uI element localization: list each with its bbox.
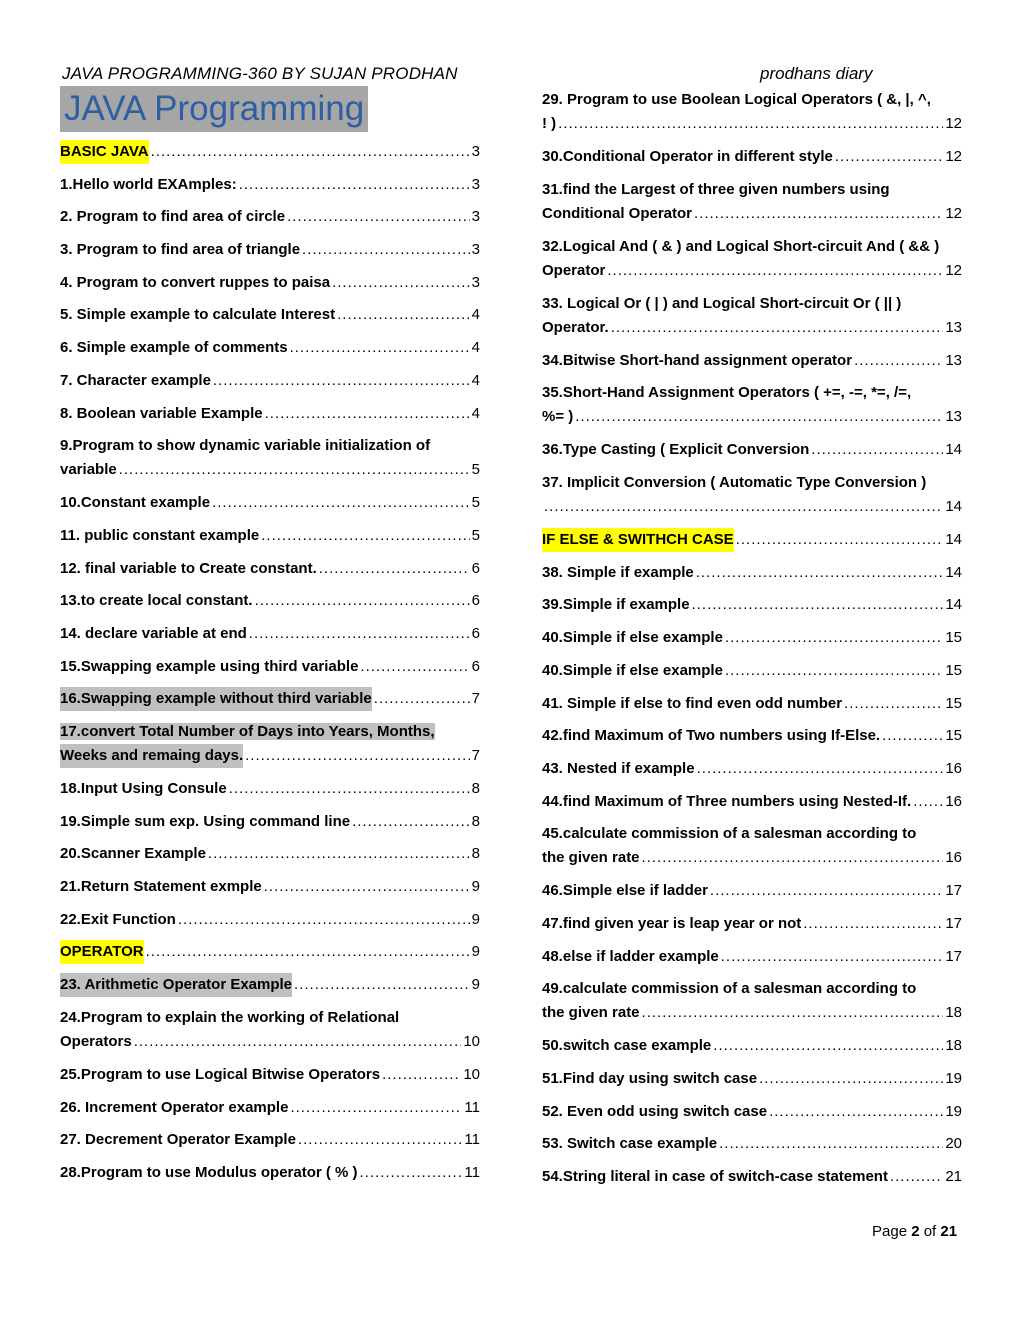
toc-entry-title-cont: variable: [60, 461, 117, 479]
toc-entry[interactable]: [60, 303, 480, 336]
toc-entry-title: 26. Increment Operator example: [60, 1098, 289, 1116]
toc-page-number: 8: [471, 812, 480, 830]
toc-entry[interactable]: [542, 945, 962, 978]
dot-leader: [352, 810, 470, 834]
toc-page-number: 6: [471, 657, 480, 675]
toc-entry-title: 36.Type Casting ( Explicit Conversion: [542, 441, 810, 459]
toc-entry[interactable]: [542, 349, 962, 382]
dot-leader: [245, 744, 470, 768]
toc-entry-title: 37. Implicit Conversion ( Automatic Type Conversion ): [542, 474, 927, 492]
toc-entry[interactable]: [542, 1132, 962, 1165]
dot-leader: [208, 842, 470, 866]
toc-entry-title: 2. Program to find area of circle: [60, 208, 286, 226]
toc-entry[interactable]: [542, 1165, 962, 1198]
toc-page-number: 3: [471, 241, 480, 259]
toc-entry-title: 15.Swapping example using third variable: [60, 657, 359, 675]
toc-entry[interactable]: [542, 912, 962, 945]
toc-entry-title: IF ELSE & SWITHCH CASE: [542, 528, 734, 552]
toc-page-number: 19: [945, 1070, 962, 1087]
toc-entry-title: 34.Bitwise Short-hand assignment operator: [542, 351, 853, 369]
toc-entry[interactable]: [542, 292, 962, 349]
header-author-diary: prodhans diary: [760, 64, 873, 83]
dot-leader: [134, 1030, 462, 1054]
toc-page-number: 18: [945, 1037, 962, 1055]
toc-page-number: 5: [471, 461, 480, 479]
toc-entry-title: 17.convert Total Number of Days into Years, Months,: [60, 723, 435, 740]
header-document-title: JAVA PROGRAMMING-360 BY SUJAN PRODHAN: [62, 64, 458, 83]
dot-leader: [913, 790, 943, 814]
toc-entry-title: 7. Character example: [60, 371, 211, 389]
toc-entry-title: 8. Boolean variable Example: [60, 404, 263, 422]
dot-leader: [803, 912, 943, 936]
toc-entry[interactable]: [60, 173, 480, 206]
toc-entry-title: 9.Program to show dynamic variable initialization of: [60, 437, 431, 455]
toc-page-number: 17: [945, 882, 962, 900]
toc-page-number: 4: [471, 404, 480, 422]
toc-entry-title: 44.find Maximum of Three numbers using Nested-If.: [542, 792, 912, 810]
toc-entry[interactable]: [60, 205, 480, 238]
toc-page-number: 5: [471, 526, 480, 544]
toc-page-number: 21: [945, 1168, 962, 1186]
toc-entry[interactable]: [60, 557, 480, 590]
toc-entry-title: 32.Logical And ( & ) and Logical Short-circuit And ( && ): [542, 237, 940, 255]
toc-page-number: 12: [945, 261, 962, 279]
toc-entry[interactable]: [60, 369, 480, 402]
toc-entry-title: 13.to create local constant.: [60, 592, 253, 610]
dot-leader: [725, 626, 943, 650]
toc-entry-title: 20.Scanner Example: [60, 845, 206, 863]
toc-entry[interactable]: [542, 438, 962, 471]
dot-leader: [719, 1132, 943, 1156]
dot-leader: [725, 659, 943, 683]
toc-entry-title-cont: %= ): [542, 408, 574, 426]
toc-entry-title: 1.Hello world EXAmples:: [60, 175, 237, 193]
toc-entry-title: 16.Swapping example without third variable: [60, 687, 372, 711]
dot-leader: [811, 438, 943, 462]
toc-page-number: 4: [471, 371, 480, 389]
dot-leader: [575, 405, 943, 429]
toc-page-number: 20: [945, 1135, 962, 1153]
dot-leader: [721, 945, 944, 969]
page-number: Page 2 of 21: [872, 1223, 958, 1240]
toc-entry[interactable]: [60, 973, 480, 1006]
toc-entry[interactable]: [60, 1128, 480, 1161]
toc-entry[interactable]: [542, 822, 962, 879]
dot-leader: [332, 271, 470, 295]
toc-entry[interactable]: [60, 336, 480, 369]
dot-leader: [736, 528, 944, 552]
dot-leader: [607, 259, 943, 283]
dot-leader: [374, 687, 470, 711]
toc-page-number: 13: [945, 318, 962, 336]
toc-page-number: 11: [464, 1131, 480, 1149]
toc-entry[interactable]: [60, 491, 480, 524]
toc-entry[interactable]: [542, 692, 962, 725]
toc-entry[interactable]: [542, 1067, 962, 1100]
dot-leader: [544, 495, 943, 519]
dot-leader: [642, 1001, 944, 1025]
page-title: JAVA Programming: [60, 86, 368, 132]
toc-page-number: 16: [945, 759, 962, 777]
toc-entry-title: 6. Simple example of comments: [60, 339, 288, 357]
dot-leader: [337, 303, 470, 327]
toc-entry-title: 41. Simple if else to find even odd number: [542, 694, 843, 712]
toc-page-number: 13: [945, 351, 962, 369]
toc-entry-title: 14. declare variable at end: [60, 624, 247, 642]
dot-leader: [882, 724, 943, 748]
toc-entry[interactable]: [60, 1161, 480, 1194]
toc-entry-title-cont: ! ): [542, 115, 557, 132]
toc-entry[interactable]: [60, 402, 480, 435]
toc-entry[interactable]: [60, 524, 480, 557]
toc-entry-title: BASIC JAVA: [60, 140, 149, 164]
toc-entry[interactable]: [542, 977, 962, 1034]
dot-leader: [697, 757, 944, 781]
toc-entry-title-cont: Weeks and remaing days.: [60, 744, 243, 768]
toc-entry[interactable]: [542, 1100, 962, 1133]
toc-page-number: 5: [471, 494, 480, 512]
dot-leader: [239, 173, 470, 197]
dot-leader: [294, 973, 470, 997]
toc-page-number: 15: [945, 727, 962, 745]
toc-entry[interactable]: [542, 528, 962, 561]
toc-entry-title: 4. Program to convert ruppes to paisa: [60, 273, 331, 291]
dot-leader: [178, 908, 470, 932]
dot-leader: [261, 524, 469, 548]
toc-entry-title: 29. Program to use Boolean Logical Operators ( &, |, ^,: [542, 91, 931, 108]
toc-entry[interactable]: [542, 88, 962, 145]
toc-page-number: 12: [945, 204, 962, 222]
toc-page-number: 13: [945, 408, 962, 426]
toc-entry[interactable]: [60, 271, 480, 304]
toc-entry-title-cont: the given rate: [542, 849, 640, 867]
toc-entry[interactable]: [60, 1006, 480, 1063]
toc-page-number: 8: [471, 780, 480, 797]
toc-entry[interactable]: [542, 626, 962, 659]
dot-leader: [854, 349, 943, 373]
toc-entry-title: 46.Simple else if ladder: [542, 882, 708, 900]
toc-page-number: 3: [471, 143, 480, 160]
dot-leader: [265, 402, 470, 426]
dot-leader: [360, 655, 469, 679]
dot-leader: [382, 1063, 461, 1087]
dot-leader: [696, 561, 944, 585]
dot-leader: [298, 1128, 462, 1152]
toc-entry-title: 30.Conditional Operator in different style: [542, 148, 833, 165]
toc-page-number: 9: [471, 878, 480, 896]
toc-entry[interactable]: [60, 589, 480, 622]
toc-entry-title: 50.switch case example: [542, 1037, 712, 1055]
toc-entry-title: 28.Program to use Modulus operator ( % ): [60, 1163, 358, 1181]
toc-entry-title: 43. Nested if example: [542, 759, 695, 777]
toc-page-number: 14: [945, 563, 962, 581]
dot-leader: [302, 238, 470, 262]
dot-leader: [151, 140, 470, 164]
dot-leader: [759, 1067, 943, 1091]
toc-entry[interactable]: [60, 720, 480, 777]
toc-page-number: 3: [471, 175, 480, 193]
dot-leader: [146, 940, 470, 964]
toc-entry-title: 48.else if ladder example: [542, 947, 719, 965]
toc-entry[interactable]: [542, 471, 962, 528]
toc-entry-title: 49.calculate commission of a salesman according to: [542, 980, 917, 998]
toc-page-number: 17: [945, 914, 962, 932]
toc-entry-title-cont: Operator.: [542, 318, 609, 336]
toc-page-number: 16: [945, 792, 962, 810]
toc-entry[interactable]: [542, 235, 962, 292]
dot-leader: [642, 846, 944, 870]
toc-entry-title: OPERATOR: [60, 940, 144, 964]
toc-page-number: 7: [471, 747, 480, 764]
toc-entry[interactable]: [60, 842, 480, 875]
toc-page-number: 4: [471, 306, 480, 324]
toc-page-number: 18: [945, 1004, 962, 1022]
dot-leader: [890, 1165, 943, 1189]
toc-entry[interactable]: [542, 145, 962, 178]
dot-leader: [249, 622, 470, 646]
dot-leader: [710, 879, 943, 903]
toc-page-number: 6: [471, 592, 480, 610]
toc-page-number: 7: [471, 690, 480, 708]
dot-leader: [119, 458, 470, 482]
toc-entry-title: 27. Decrement Operator Example: [60, 1131, 296, 1149]
toc-page-number: 10: [463, 1065, 480, 1083]
toc-page-number: 12: [945, 148, 962, 165]
toc-entry-title: 53. Switch case example: [542, 1135, 718, 1153]
toc-entry[interactable]: [60, 434, 480, 491]
dot-leader: [264, 875, 470, 899]
toc-entry-title: 5. Simple example to calculate Interest: [60, 306, 336, 324]
toc-page-number: 9: [471, 910, 480, 928]
dot-leader: [287, 205, 470, 229]
toc-page-number: 15: [945, 694, 962, 712]
dot-leader: [360, 1161, 463, 1185]
toc-page-number: 10: [463, 1032, 480, 1050]
toc-entry[interactable]: [542, 659, 962, 692]
toc-entry[interactable]: [542, 178, 962, 235]
toc-column-left: [60, 140, 480, 1194]
toc-page-number: 3: [471, 208, 480, 226]
dot-leader: [229, 777, 470, 801]
toc-entry-title: 35.Short-Hand Assignment Operators ( +=, -=, *=, /=,: [542, 384, 912, 402]
toc-entry-title: 3. Program to find area of triangle: [60, 241, 301, 259]
toc-page-number: 15: [945, 661, 962, 679]
toc-entry-title: 51.Find day using switch case: [542, 1070, 758, 1087]
toc-page-number: 12: [945, 115, 962, 132]
toc-entry-title: 39.Simple if example: [542, 596, 690, 614]
toc-entry[interactable]: [60, 1063, 480, 1096]
toc-entry-title: 18.Input Using Consule: [60, 780, 227, 797]
toc-entry[interactable]: [60, 810, 480, 843]
dot-leader: [213, 369, 470, 393]
toc-entry-title: 33. Logical Or ( | ) and Logical Short-circuit Or ( || ): [542, 294, 902, 312]
toc-entry-title: 21.Return Statement exmple: [60, 878, 262, 896]
toc-entry-title-cont: the given rate: [542, 1004, 640, 1022]
toc-entry-title: 54.String literal in case of switch-case statement: [542, 1168, 888, 1186]
toc-entry[interactable]: [60, 687, 480, 720]
toc-entry[interactable]: [542, 757, 962, 790]
toc-entry-title: 40.Simple if else example: [542, 661, 723, 679]
toc-page-number: 14: [945, 441, 962, 459]
toc-entry-title-cont: Conditional Operator: [542, 204, 692, 222]
toc-page-number: 15: [945, 629, 962, 647]
toc-page-number: 4: [471, 339, 480, 357]
toc-page-number: 3: [471, 273, 480, 291]
toc-entry[interactable]: [542, 1034, 962, 1067]
toc-page-number: 11: [464, 1163, 480, 1181]
toc-entry-title: 25.Program to use Logical Bitwise Operators: [60, 1065, 381, 1083]
toc-entry[interactable]: [60, 622, 480, 655]
toc-entry[interactable]: [60, 238, 480, 271]
toc-entry[interactable]: [60, 655, 480, 688]
toc-page-number: 6: [471, 559, 480, 577]
toc-entry[interactable]: [60, 908, 480, 941]
dot-leader: [290, 1096, 462, 1120]
toc-entry-title: 12. final variable to Create constant.: [60, 559, 317, 577]
toc-entry[interactable]: [542, 879, 962, 912]
toc-entry-title: 11. public constant example: [60, 526, 260, 544]
dot-leader: [212, 491, 470, 515]
dot-leader: [255, 589, 470, 613]
toc-entry-title: 38. Simple if example: [542, 563, 694, 581]
toc-column-right: [542, 88, 962, 1198]
dot-leader: [694, 202, 943, 226]
dot-leader: [558, 112, 943, 136]
toc-entry-title: 23. Arithmetic Operator Example: [60, 973, 292, 997]
toc-entry-title: 22.Exit Function: [60, 910, 176, 928]
toc-page-number: 16: [945, 849, 962, 867]
toc-page-number: 9: [471, 976, 480, 994]
toc-entry-title: 31.find the Largest of three given numbers using: [542, 180, 890, 198]
toc-entry-title: 47.find given year is leap year or not: [542, 914, 802, 932]
toc-page-number: 9: [471, 943, 480, 961]
toc-entry[interactable]: [60, 940, 480, 973]
toc-entry-title: 10.Constant example: [60, 494, 211, 512]
toc-page-number: 14: [945, 596, 962, 614]
dot-leader: [835, 145, 943, 169]
toc-entry-title-cont: Operators: [60, 1032, 132, 1050]
toc-entry-title: 40.Simple if else example: [542, 629, 723, 647]
dot-leader: [611, 316, 944, 340]
dot-leader: [319, 557, 470, 581]
toc-entry-title-cont: Operator: [542, 261, 606, 279]
dot-leader: [769, 1100, 943, 1124]
toc-entry-title: 19.Simple sum exp. Using command line: [60, 812, 351, 830]
toc-page-number: 8: [471, 845, 480, 863]
toc-entry[interactable]: [542, 381, 962, 438]
toc-page-number: 19: [945, 1102, 962, 1120]
dot-leader: [290, 336, 470, 360]
toc-entry[interactable]: [60, 777, 480, 810]
toc-entry-title: 45.calculate commission of a salesman according to: [542, 825, 917, 843]
toc-entry[interactable]: [542, 724, 962, 757]
toc-entry-title: 24.Program to explain the working of Relational: [60, 1008, 400, 1026]
toc-entry[interactable]: [542, 790, 962, 823]
toc-entry[interactable]: [542, 593, 962, 626]
toc-page-number: 14: [945, 531, 962, 549]
toc-entry[interactable]: [60, 875, 480, 908]
toc-page-number: 6: [471, 624, 480, 642]
toc-entry[interactable]: [60, 1096, 480, 1129]
toc-entry[interactable]: [542, 561, 962, 594]
toc-entry[interactable]: [60, 140, 480, 173]
dot-leader: [713, 1034, 943, 1058]
toc-page-number: 11: [464, 1098, 480, 1116]
toc-page-number: 14: [945, 498, 962, 516]
dot-leader: [844, 692, 943, 716]
toc-page-number: 17: [945, 947, 962, 965]
toc-entry-title: 52. Even odd using switch case: [542, 1102, 768, 1120]
toc-entry-title: 42.find Maximum of Two numbers using If-Else.: [542, 727, 881, 745]
dot-leader: [692, 593, 944, 617]
